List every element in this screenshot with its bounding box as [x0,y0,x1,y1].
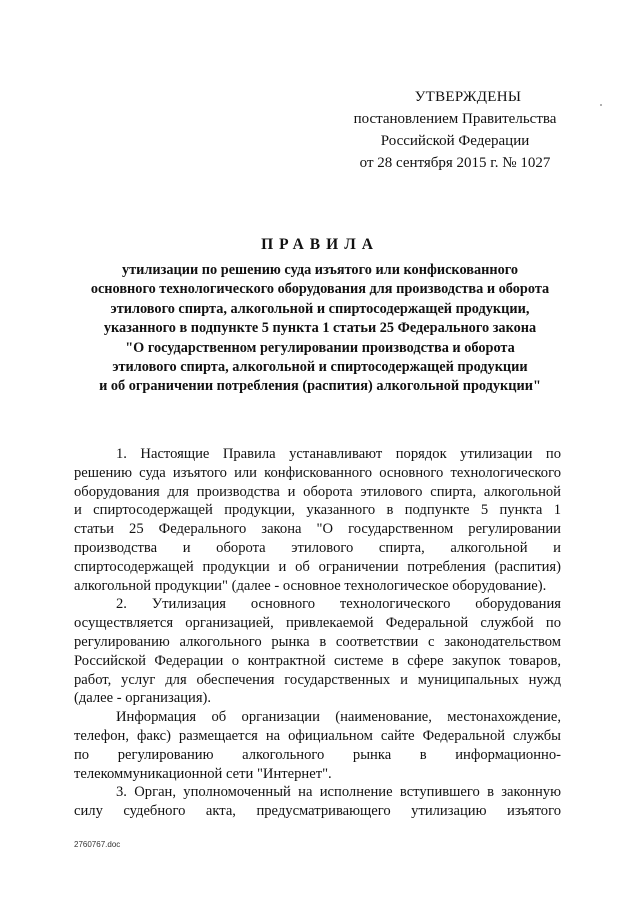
subtitle-line: "О государственном регулировании производства и оборота [125,339,515,356]
paragraph-2-line: (далее - организация). [74,690,212,707]
paragraph-1-line: спиртосодержащей продукции и об ограничении потребления (распития) [74,558,561,575]
subtitle-line: указанного в подпункте 5 пункта 1 статьи 25 Федерального закона [103,320,537,337]
paragraph-3-line: Информация об организации (наименование, местонахождение, [116,709,561,726]
paragraph-1-line: 1. Настоящие Правила устанавливают порядок утилизации по [116,446,561,462]
document-title: ПРАВИЛА [261,236,379,253]
paragraph-1-line: статьи 25 Федерального закона "О государственном регулировании [74,521,561,538]
paragraph-3-line: телефон, факс) размещается на официальном сайте Федеральной службы [74,727,561,744]
paragraph-3-line: телекоммуникационной сети "Интернет". [74,765,332,782]
paragraph-1-line: оборудования для производства и оборота этилового спирта, алкогольной [74,483,561,500]
subtitle-line: и об ограничении потребления (распития) алкогольной продукции" [99,378,541,395]
subtitle-line: утилизации по решению суда изъятого или конфискованного [121,262,519,278]
paragraph-2-line: 2. Утилизация основного технологического оборудования [116,596,561,613]
approval-line-2: Российской Федерации [380,133,530,149]
paragraph-1-line: производства и оборота этилового спирта, алкогольной и [74,539,561,556]
paragraph-3-line: по регулированию алкогольного рынка в информационно- [74,746,561,763]
document-body [74,445,561,821]
approval-line-3: от 28 сентября 2015 г. № 1027 [359,155,551,171]
approval-block [340,86,570,174]
paragraph-1-line: решению суда изъятого или конфискованного основного технологического [74,464,561,481]
margin-mark [600,104,602,106]
approval-heading: УТВЕРЖДЕНЫ [414,89,522,105]
subtitle-line: основного технологического оборудования для производства и оборота [90,281,550,298]
approval-line-1: постановлением Правительства [353,111,557,127]
document-subtitle [60,261,580,397]
paragraph-2-line: регулированию алкогольного рынка в соответствии с законодательством [74,633,561,650]
paragraph-2-line: осуществляется организацией, привлекаемой Федеральной службой по [74,615,561,632]
paragraph-2-line: Российской Федерации о контрактной системе в сфере закупок товаров, [74,652,561,669]
file-name-footer: 2760767.doc [74,840,121,849]
subtitle-line: этилового спирта, алкогольной и спиртосодержащей продукции, [110,300,530,317]
paragraph-1-line: алкогольной продукции" (далее - основное технологическое оборудование). [74,577,547,594]
paragraph-4-line: силу судебного акта, предусматривающего утилизацию изъятого [74,803,561,820]
subtitle-line: этилового спирта, алкогольной и спиртосодержащей продукции [112,359,528,376]
paragraph-1-line: и спиртосодержащей продукции, указанного в подпункте 5 пункта 1 [74,502,561,519]
paragraph-4-line: 3. Орган, уполномоченный на исполнение вступившего в законную [116,784,561,801]
paragraph-2-line: работ, услуг для обеспечения государственных и муниципальных нужд [74,671,561,688]
